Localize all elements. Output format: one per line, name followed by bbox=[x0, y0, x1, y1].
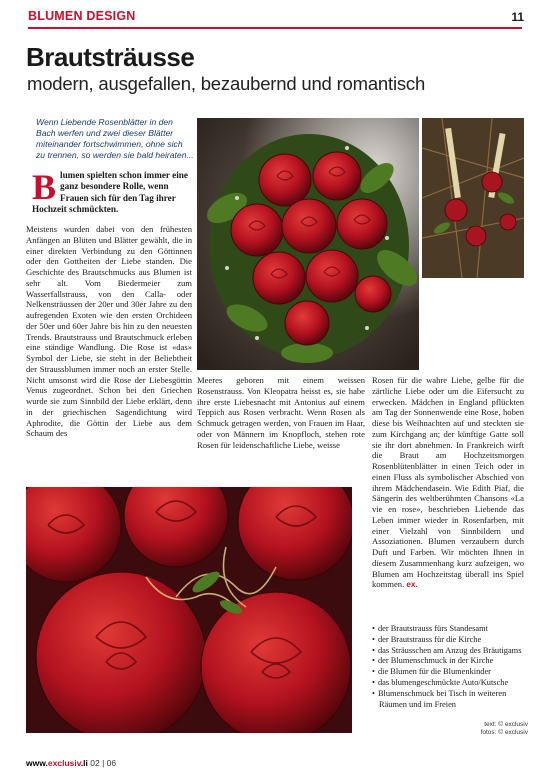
body-column-2: Meeres geboren mit einem weissen Rosenstrauss. Von Kleopatra heisst es, sie habe ihre erste Liebesnacht mit Antonius auf einem Teppich aus Rosen verbracht. Wenn Rosen als Schmuck getragen werden, von Frauen im Haar, oder von Männern im Knopfloch, stehen rote Rosen für leidenschaftliche Liebe, weisse bbox=[197, 375, 365, 450]
bouquet-photo bbox=[197, 118, 419, 370]
list-item: • der Brautstrauss für die Kirche bbox=[372, 635, 528, 646]
list-item: • Blumenschmuck bei Tisch in weiteren Räumen und im Freien bbox=[372, 689, 528, 711]
footer bbox=[26, 758, 116, 768]
flower-list bbox=[372, 624, 528, 710]
decoration-photo bbox=[422, 118, 524, 278]
header-rule bbox=[28, 27, 522, 29]
column-3-text: Rosen für die wahre Liebe, gelbe für die zärtliche Liebe oder um die Eifersucht zu erwecken. Mädchen in England pflückten am Tag der Sonnenwende eine Rose, hoben diese bis Weihnachten auf und steckten sie zum Kirchgang an; der künftige Gatte soll sie ihr dort abnehmen. In Frankreich wirft die Braut am Hochzeitsmorgen Rosenblütenblätter in einen Teich oder in einen Fluss als symbolischer Abschied von ihrem Mädchendasein. Wie Edith Piaf, die Sängerin des weltberühmten Chansons «La vie en rose», beschrieben Liebende das Leben immer wieder in Rosenfarben, mit einer Vielzahl von Sinnbildern und Assoziationen. Blumen verzaubern durch Duft und Farben. Wir möchten Ihnen in diesem Zusammenhang kurz aufzeigen, wo Blumen am Hochzeitstag überall ins Spiel kommen. bbox=[372, 375, 524, 590]
page-number: 11 bbox=[511, 10, 524, 24]
list-item: • das Sträusschen am Anzug des Bräutigams bbox=[372, 646, 528, 657]
article-title: Brautsträusse bbox=[26, 42, 195, 72]
lead-text: lumen spielten schon immer eine ganz besondere Rolle, wenn Frauen sich für den Tag ihrer Hochzeit schmückten. bbox=[32, 170, 188, 215]
section-label: BLUMEN DESIGN bbox=[28, 9, 136, 23]
footer-site-suffix[interactable]: .li bbox=[80, 758, 88, 768]
drop-cap: B bbox=[32, 167, 57, 207]
article-subtitle: modern, ausgefallen, bezaubernd und romantisch bbox=[27, 73, 426, 94]
list-item: • das blumengeschmückte Auto/Kutsche bbox=[372, 678, 528, 689]
list-item: • der Blumenschmuck in der Kirche bbox=[372, 656, 528, 667]
text-credit: text: © exclusiv bbox=[484, 721, 528, 728]
roses-closeup-photo bbox=[26, 487, 352, 733]
footer-site-brand[interactable]: exclusiv bbox=[47, 758, 81, 768]
list-item: • der Brautstrauss fürs Standesamt bbox=[372, 624, 528, 635]
body-column-1: Meistens wurden dabei von den frühesten Anfängen an Blüten und Blätter gewählt, die in einer direkten Verbindung zu den Göttinnen oder den Gottheiten der Liebe standen. Die Geschichte des Brautschmucks aus Blumen ist sehr alt. Vom Biedermeier zum Wasserfallstrauss, von den Calla- oder Nelkensträussen der 20er und 30er Jahre zu den aufregenden Exoten wie den ersten Orchideen der 50er und 60er Jahre bis hin zu den neuesten Trends. Brautstrauss und Brautschmuck erleben eine ständige Wandlung. Die Rose ist «das» Symbol der Liebe, sie steht in der Beliebtheit der Straussblumen immer noch an erster Stelle. Nicht umsonst wird die Rose der Liebesgöttin Venus zugeordnet. Schon bei den Griechen wurde sie zum Sinnbild der Liebe erklärt, denn in der griechischen Sagendichtung wird Aphrodite, die Göttin der Liebe aus dem Schaum des bbox=[26, 224, 192, 439]
footer-issue: 02 | 06 bbox=[90, 758, 117, 768]
photo-credits bbox=[444, 721, 528, 737]
list-item: • die Blumen für die Blumenkinder bbox=[372, 667, 528, 678]
lead-paragraph bbox=[32, 167, 198, 216]
footer-site-prefix[interactable]: www. bbox=[26, 758, 48, 768]
body-column-3 bbox=[372, 375, 524, 591]
photo-credit: fotos: © exclusiv bbox=[480, 729, 528, 736]
intro-quote: Wenn Liebende Rosenblätter in den Bach werfen und zwei dieser Blätter miteinander fortschwimmen, ohne sich zu trennen, so werden sie bald heiraten... bbox=[36, 117, 194, 160]
end-mark: ex. bbox=[406, 580, 418, 590]
